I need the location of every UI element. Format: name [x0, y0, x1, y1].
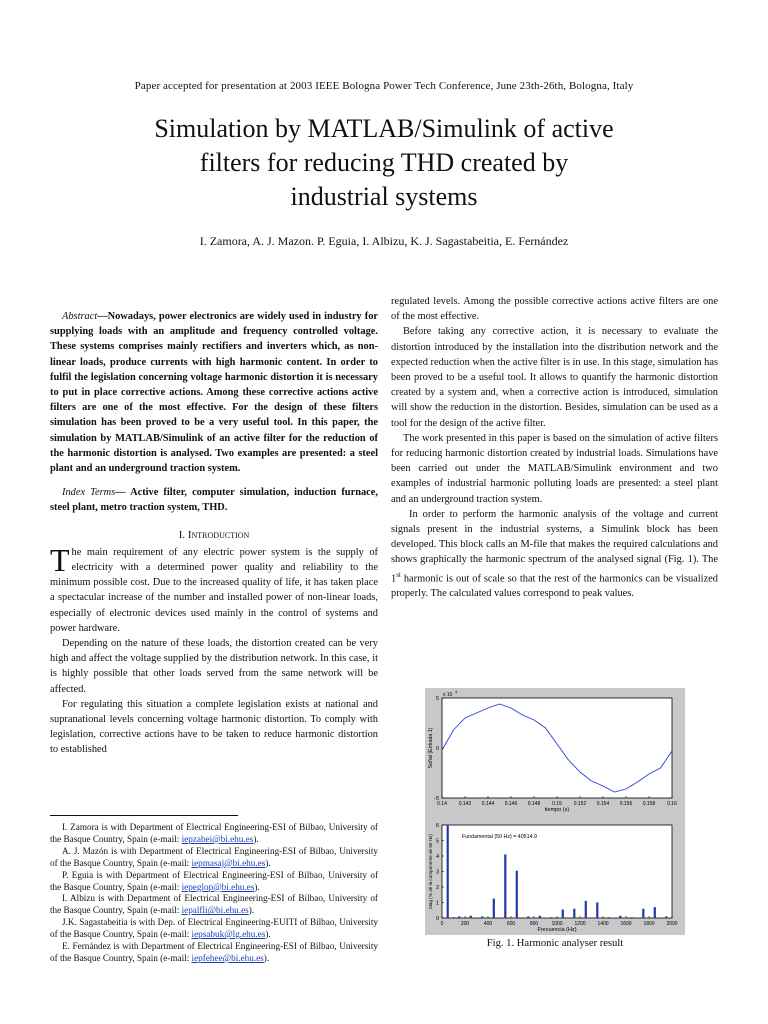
paper-title: [84, 112, 684, 214]
right-paragraph-2: The work presented in this paper is based on the simulation of active filters for reducing harmonic distortion created by industrial loads. Simulations have been carried out under the MATLAB/Simulink environment and two examples of industrial harmonic polluting loads are presented: a steel plant and an underground traction system.: [391, 432, 718, 505]
y-tick-label: 1: [435, 900, 439, 907]
email-link[interactable]: iepmasaj@bi.ehu.es: [191, 857, 266, 868]
x-tick-label: 200: [460, 921, 470, 927]
title-line-2: filters for reducing THD created by: [199, 148, 569, 177]
y-axis-label: Señal (Entrada 1): [428, 727, 434, 769]
right-paragraph-0: regulated levels. Among the possible corrective actions active filters are one of the most effective.: [391, 296, 718, 323]
y-tick-label: 6: [435, 823, 439, 829]
x-tick-label: 1200: [574, 921, 586, 927]
drop-cap: T: [50, 541, 70, 578]
harmonic-bar: [585, 901, 587, 918]
harmonic-bar: [573, 909, 575, 918]
x-tick-label: 400: [483, 921, 493, 927]
x-tick-label: 1400: [597, 921, 609, 927]
x-tick-label: 0.142: [458, 801, 472, 807]
x-tick-label: 0.146: [504, 801, 518, 807]
figure-1: [425, 688, 685, 935]
p3-text-a: In order to perform the harmonic analysis of the voltage and current signals present in the industrial systems, a Simulink block has been developed. This block calls an M-file that makes the required calculations and shows graphically the harmonic spectrum of the analysed signal (Fig. 1). The 1: [391, 508, 718, 585]
email-link[interactable]: iepfehee@bi.ehu.es: [191, 952, 264, 963]
y-tick-label: -5: [434, 796, 439, 802]
x-tick-label: 0.158: [642, 801, 656, 807]
x-tick-label: 0.148: [527, 801, 541, 807]
index-terms-label: Index Terms: [62, 487, 116, 499]
footnote-4: [50, 893, 378, 917]
footnote-end: ).: [265, 929, 271, 940]
harmonic-bar: [654, 907, 656, 918]
footnote-end: ).: [254, 881, 260, 892]
intro-paragraph-2: Depending on the nature of these loads, the distortion created can be very high and affect the voltage supplied by the distribution network. In this case, it is highly possible that other loads served from the same network will be affected.: [50, 638, 378, 695]
abstract-text: —Nowadays, power electronics are widely used in industry for supplying loads with an amplitude and frequency controlled voltage. These systems comprises mainly rectifiers and inverters which, as non-linear loads, produce currents with high harmonic content. In order to fulfil the legislation concerning voltage harmonic distortion it is necessary to put in place corrective actions. Among these corrective actions active filters are one of the most effective. For the design of these filters simulation has been proved to be a very useful tool. In this paper, the simulation by MATLAB/Simulink of an active filter for the reduction of the harmonic distortion is analysed. Two examples are presented: a steel plant and an underground traction system.: [50, 311, 378, 475]
footnote-text: I. Albizu is with Department of Electrical Engineering-ESI of Bilbao, University of the Basque Country, Spain (e-mail:: [50, 893, 378, 916]
email-link[interactable]: iepsabuk@lg.ehu.es: [191, 929, 266, 940]
author-list: I. Zamora, A. J. Mazon. P. Eguia, I. Albizu, K. J. Sagastabeitia, E. Fernández: [199, 234, 569, 248]
harmonic-bar: [665, 916, 667, 918]
x-tick-label: 0.16: [667, 801, 677, 807]
x-tick-label: 0.144: [481, 801, 495, 807]
footnote-1: [50, 822, 378, 846]
harmonic-bar: [470, 916, 472, 918]
x-tick-label: 0.154: [596, 801, 610, 807]
harmonic-bar: [539, 916, 541, 918]
x-tick-label: 2000: [666, 921, 678, 927]
x-tick-label: 0.156: [619, 801, 633, 807]
section-heading: [50, 528, 378, 543]
left-column: [50, 309, 378, 758]
email-link[interactable]: iepeglop@bi.ehu.es: [181, 881, 255, 892]
y-tick-label: 3: [435, 869, 439, 876]
footnote-text: J.K. Sagastabeitia is with Dep. of Electrical Engineering-EUITI of Bilbao, University of the Basque Country, Spain (e-mail:: [50, 917, 378, 940]
harmonic-bar: [481, 916, 483, 918]
harmonic-analyser-figure: [425, 688, 685, 935]
footnote-end: ).: [248, 905, 255, 916]
harmonic-bar: [493, 899, 495, 918]
abstract: [50, 309, 378, 476]
email-link[interactable]: iepalfli@bi.ehu.es: [181, 905, 249, 916]
x-tick-label: 1600: [620, 921, 632, 927]
footnote-text: P. Eguia is with Department of Electrical Engineering-ESI of Bilbao, University of the Basque Country, Spain (e-mail:: [50, 869, 378, 892]
footnote-text: E. Fernández is with Department of Electrical Engineering-ESI of Bilbao, University of the Basque Country, Spain (e-mail:: [50, 941, 378, 963]
x-tick-label: 0: [440, 921, 444, 927]
y-exponent-power: 4: [455, 690, 458, 694]
y-axis-label: Mag (% de la componente de 50 Hz): [428, 834, 433, 909]
y-tick-label: 0: [435, 746, 439, 752]
figure-caption: Fig. 1. Harmonic analyser result: [486, 938, 624, 949]
title-line-3: industrial systems: [290, 182, 478, 211]
y-tick-label: 4: [435, 854, 439, 860]
title-line-1: Simulation by MATLAB/Simulink of active: [154, 114, 614, 143]
x-tick-label: 1800: [643, 921, 655, 927]
y-tick-label: 0: [435, 916, 439, 922]
p3-superscript: st: [396, 570, 401, 579]
x-tick-label: 0.14: [437, 801, 447, 807]
footnote-6: [50, 941, 378, 965]
harmonic-bar: [516, 871, 518, 918]
x-tick-label: 0.15: [552, 801, 562, 807]
right-paragraph-3: [391, 507, 718, 602]
harmonic-bar: [631, 917, 633, 918]
footnote-end: ).: [263, 952, 270, 963]
harmonic-bar: [608, 917, 610, 918]
y-tick-label: 2: [435, 885, 439, 891]
x-axis-label: Frecuencia (Hz): [537, 927, 577, 933]
intro-paragraph-1: [50, 541, 378, 636]
y-exponent: x 10: [443, 692, 453, 698]
abstract-label: Abstract: [62, 311, 98, 322]
harmonic-bar: [642, 909, 644, 918]
harmonic-bar: [562, 910, 564, 919]
section-number: I.: [178, 528, 188, 541]
footnotes: [50, 822, 378, 965]
y-tick-label: 5: [435, 696, 439, 702]
harmonic-bar: [550, 917, 552, 918]
footnote-text: A. J. Mazón is with Department of Electrical Engineering-ESI of Bilbao, University of the Basque Country, Spain (e-mail:: [50, 845, 378, 868]
y-tick-label: 5: [435, 838, 439, 845]
email-link[interactable]: iepzabei@bi.ehu.es: [181, 833, 254, 844]
section-title: Introduction: [187, 528, 250, 541]
footnote-end: ).: [253, 833, 259, 844]
harmonic-bar: [527, 916, 529, 918]
index-terms-text: — Active filter, computer simulation, induction furnace, steel plant, metro traction system, THD.: [50, 487, 378, 514]
index-terms: [50, 485, 378, 515]
right-paragraph-1: Before taking any corrective action, it is necessary to evaluate the distortion introduced by the installation into the distribution network and the expected reduction when the active filter is in use. In this stage, simulation has been proved to be a useful tool. It allows to quantify the harmonic distortion created by a system and, when a corrective action is introduced, simulation will show the reduction in the distortion. Besides, simulation can be used as a tool for the design of the active filter.: [391, 326, 718, 429]
intro-paragraph-3: For regulating this situation a complete legislation exists at national and supranational levels concerning voltage harmonic distortion. To comply with legislation, corrective actions have to be taken to reduce harmonic distortion to established: [50, 698, 378, 756]
x-tick-label: 0.152: [573, 801, 587, 807]
x-tick-label: 800: [529, 921, 539, 927]
footnote-rule: [50, 815, 238, 816]
harmonic-bar: [458, 916, 460, 918]
x-axis-label: tiempo (s): [544, 807, 570, 813]
fundamental-annotation: Fundamental (50 Hz) = 40514.9: [462, 834, 537, 840]
harmonic-bar: [596, 903, 598, 919]
intro-p1-text: he main requirement of any electric power system is the supply of electricity with a determined power quality and reliability to the minimum possible cost. Due to the increased quality of life, it has taken place a spectacular increase of the number and installed power of non-linear loads, especially of electronic devices used mainly in the control of systems and power hardware.: [50, 546, 378, 634]
footnote-text: I. Zamora is with Department of Electrical Engineering-ESI of Bilbao, University of the Basque Country, Spain (e-mail:: [50, 822, 378, 844]
harmonic-bar: [619, 916, 621, 918]
x-tick-label: 600: [506, 921, 516, 927]
harmonic-bar: [447, 825, 449, 918]
p3-text-b: harmonic is out of scale so that the rest of the harmonics can be visualized properly. The calculated values correspond to peak values.: [391, 573, 718, 600]
footnote-5: [50, 917, 378, 941]
harmonic-bar: [452, 917, 454, 918]
conference-note: Paper accepted for presentation at 2003 IEEE Bologna Power Tech Conference, June 23th-26th, Bologna, Italy: [134, 80, 634, 92]
footnote-end: ).: [265, 857, 271, 868]
x-tick-label: 1000: [551, 921, 563, 927]
footnote-2: [50, 846, 378, 870]
right-column: [391, 294, 718, 602]
footnote-3: [50, 870, 378, 894]
harmonic-bar: [504, 854, 506, 918]
